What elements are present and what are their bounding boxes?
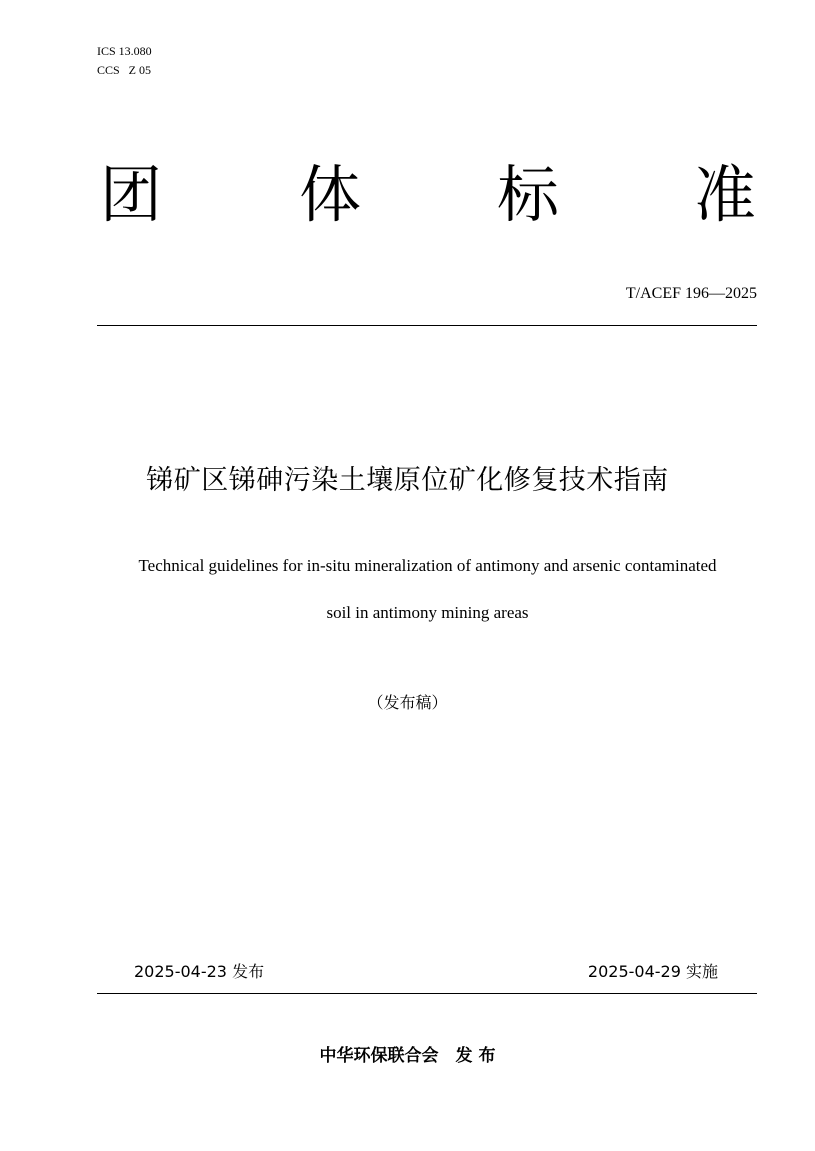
ccs-code: CCS Z 05 bbox=[97, 63, 152, 77]
draft-status: （发布稿） bbox=[367, 693, 448, 712]
title-english-line-2: soil in antimony mining areas bbox=[326, 603, 529, 622]
category-char-3: 标 bbox=[497, 158, 560, 231]
publisher: 中华环保联合会 发 布 bbox=[319, 1046, 496, 1066]
title-english-line-1: Technical guidelines for in-situ mineralization of antimony and arsenic contaminated bbox=[138, 556, 717, 575]
title-english bbox=[60, 542, 795, 636]
ics-code: ICS 13.080 bbox=[97, 44, 152, 58]
title-chinese: 锑矿区锑砷污染土壤原位矿化修复技术指南 bbox=[146, 465, 669, 496]
top-divider bbox=[97, 325, 757, 326]
classification-codes bbox=[97, 42, 152, 80]
standard-number: T/ACEF 196—2025 bbox=[625, 285, 757, 302]
bottom-divider bbox=[97, 993, 757, 994]
category-char-4: 准 bbox=[694, 158, 757, 231]
implementation-date: 2025-04-29 实施 bbox=[587, 962, 718, 981]
category-char-1: 团 bbox=[100, 158, 163, 231]
category-char-2: 体 bbox=[299, 158, 362, 231]
issue-date: 2025-04-23 发布 bbox=[134, 962, 265, 981]
